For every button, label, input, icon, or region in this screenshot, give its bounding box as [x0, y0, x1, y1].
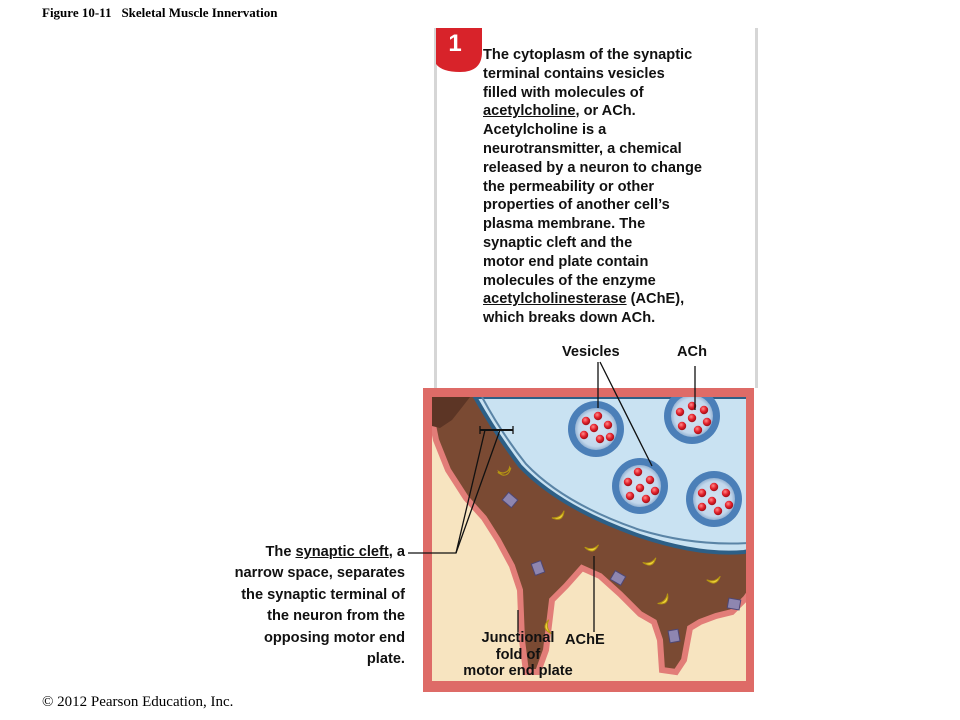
ach-molecule — [676, 408, 684, 416]
text-segment: properties of another cell’s — [483, 197, 670, 214]
ach-molecule — [710, 483, 718, 491]
text-segment: narrow space, separates — [234, 565, 405, 582]
junctional-fold-line: Junctional — [481, 630, 555, 646]
ach-molecule — [582, 417, 590, 425]
text-segment: (AChE), — [626, 291, 685, 308]
ache-label: AChE — [565, 632, 605, 648]
text-segment: which breaks down ACh. — [483, 310, 656, 327]
text-segment: , a — [388, 544, 405, 560]
ach-molecule — [703, 418, 711, 426]
text-segment: The — [265, 544, 296, 560]
copyright: © 2012 Pearson Education, Inc. — [42, 694, 234, 710]
ach-molecule — [596, 435, 604, 443]
synaptic-cleft-note — [200, 542, 405, 670]
cleft-note-line — [200, 542, 405, 563]
ach-molecule — [651, 487, 659, 495]
cleft-note-line — [200, 628, 405, 649]
cleft-note-line — [200, 649, 405, 670]
text-segment: filled with molecules of — [483, 84, 644, 101]
ach-molecule — [594, 412, 602, 420]
ach-molecule — [642, 495, 650, 503]
ach-molecule — [606, 433, 614, 441]
ach-molecule — [678, 422, 686, 430]
ach-molecule — [722, 489, 730, 497]
text-segment: plasma membrane. The — [483, 216, 646, 233]
ach-molecule — [725, 501, 733, 509]
underlined-term: acetylcholinesterase — [483, 291, 627, 308]
ach-molecule — [646, 476, 654, 484]
underlined-term: acetylcholine — [483, 103, 576, 120]
junctional-fold-label — [448, 630, 588, 680]
text-segment: , or ACh. — [575, 103, 636, 120]
figure-caption: Skeletal Muscle Innervation — [121, 5, 278, 20]
ach-label: ACh — [677, 344, 707, 360]
text-segment: released by a neuron to change — [483, 159, 702, 176]
ach-molecule — [714, 507, 722, 515]
text-segment: the synaptic terminal of — [241, 586, 405, 603]
cleft-note-line — [200, 563, 405, 584]
figure-number: Figure 10-11 — [42, 5, 112, 20]
ach-molecule — [636, 484, 644, 492]
text-segment: terminal contains vesicles — [483, 65, 665, 82]
text-segment: plate. — [366, 651, 405, 668]
cleft-note-line — [200, 585, 405, 606]
cleft-note-line — [200, 606, 405, 627]
ach-molecule — [604, 421, 612, 429]
ach-molecule — [624, 478, 632, 486]
junctional-fold-line: fold of — [495, 646, 541, 663]
text-segment: synaptic cleft and the — [483, 234, 633, 251]
text-segment: motor end plate contain — [483, 253, 649, 270]
ach-molecule — [708, 497, 716, 505]
ach-molecule — [698, 503, 706, 511]
ach-molecule — [626, 492, 634, 500]
text-segment: the neuron from the — [267, 608, 405, 625]
text-segment: neurotransmitter, a chemical — [483, 140, 682, 157]
ach-molecule — [580, 431, 588, 439]
ach-molecule — [688, 414, 696, 422]
vesicles-label: Vesicles — [562, 344, 620, 360]
ach-molecule — [700, 406, 708, 414]
step-badge: 1 — [448, 30, 462, 57]
ach-molecule — [698, 489, 706, 497]
text-segment: molecules of the enzyme — [483, 272, 656, 289]
underlined-term: synaptic cleft — [295, 544, 389, 560]
junctional-fold-line: motor end plate — [463, 663, 573, 679]
text-segment: opposing motor end — [263, 629, 405, 646]
ach-receptor — [727, 598, 741, 610]
text-segment: The cytoplasm of the synaptic — [483, 47, 693, 63]
ach-molecule — [634, 468, 642, 476]
ach-molecule — [590, 424, 598, 432]
ach-receptor — [668, 629, 680, 643]
ach-molecule — [694, 426, 702, 434]
text-segment: the permeability or other — [483, 178, 655, 195]
text-segment: Acetylcholine is a — [483, 122, 607, 139]
